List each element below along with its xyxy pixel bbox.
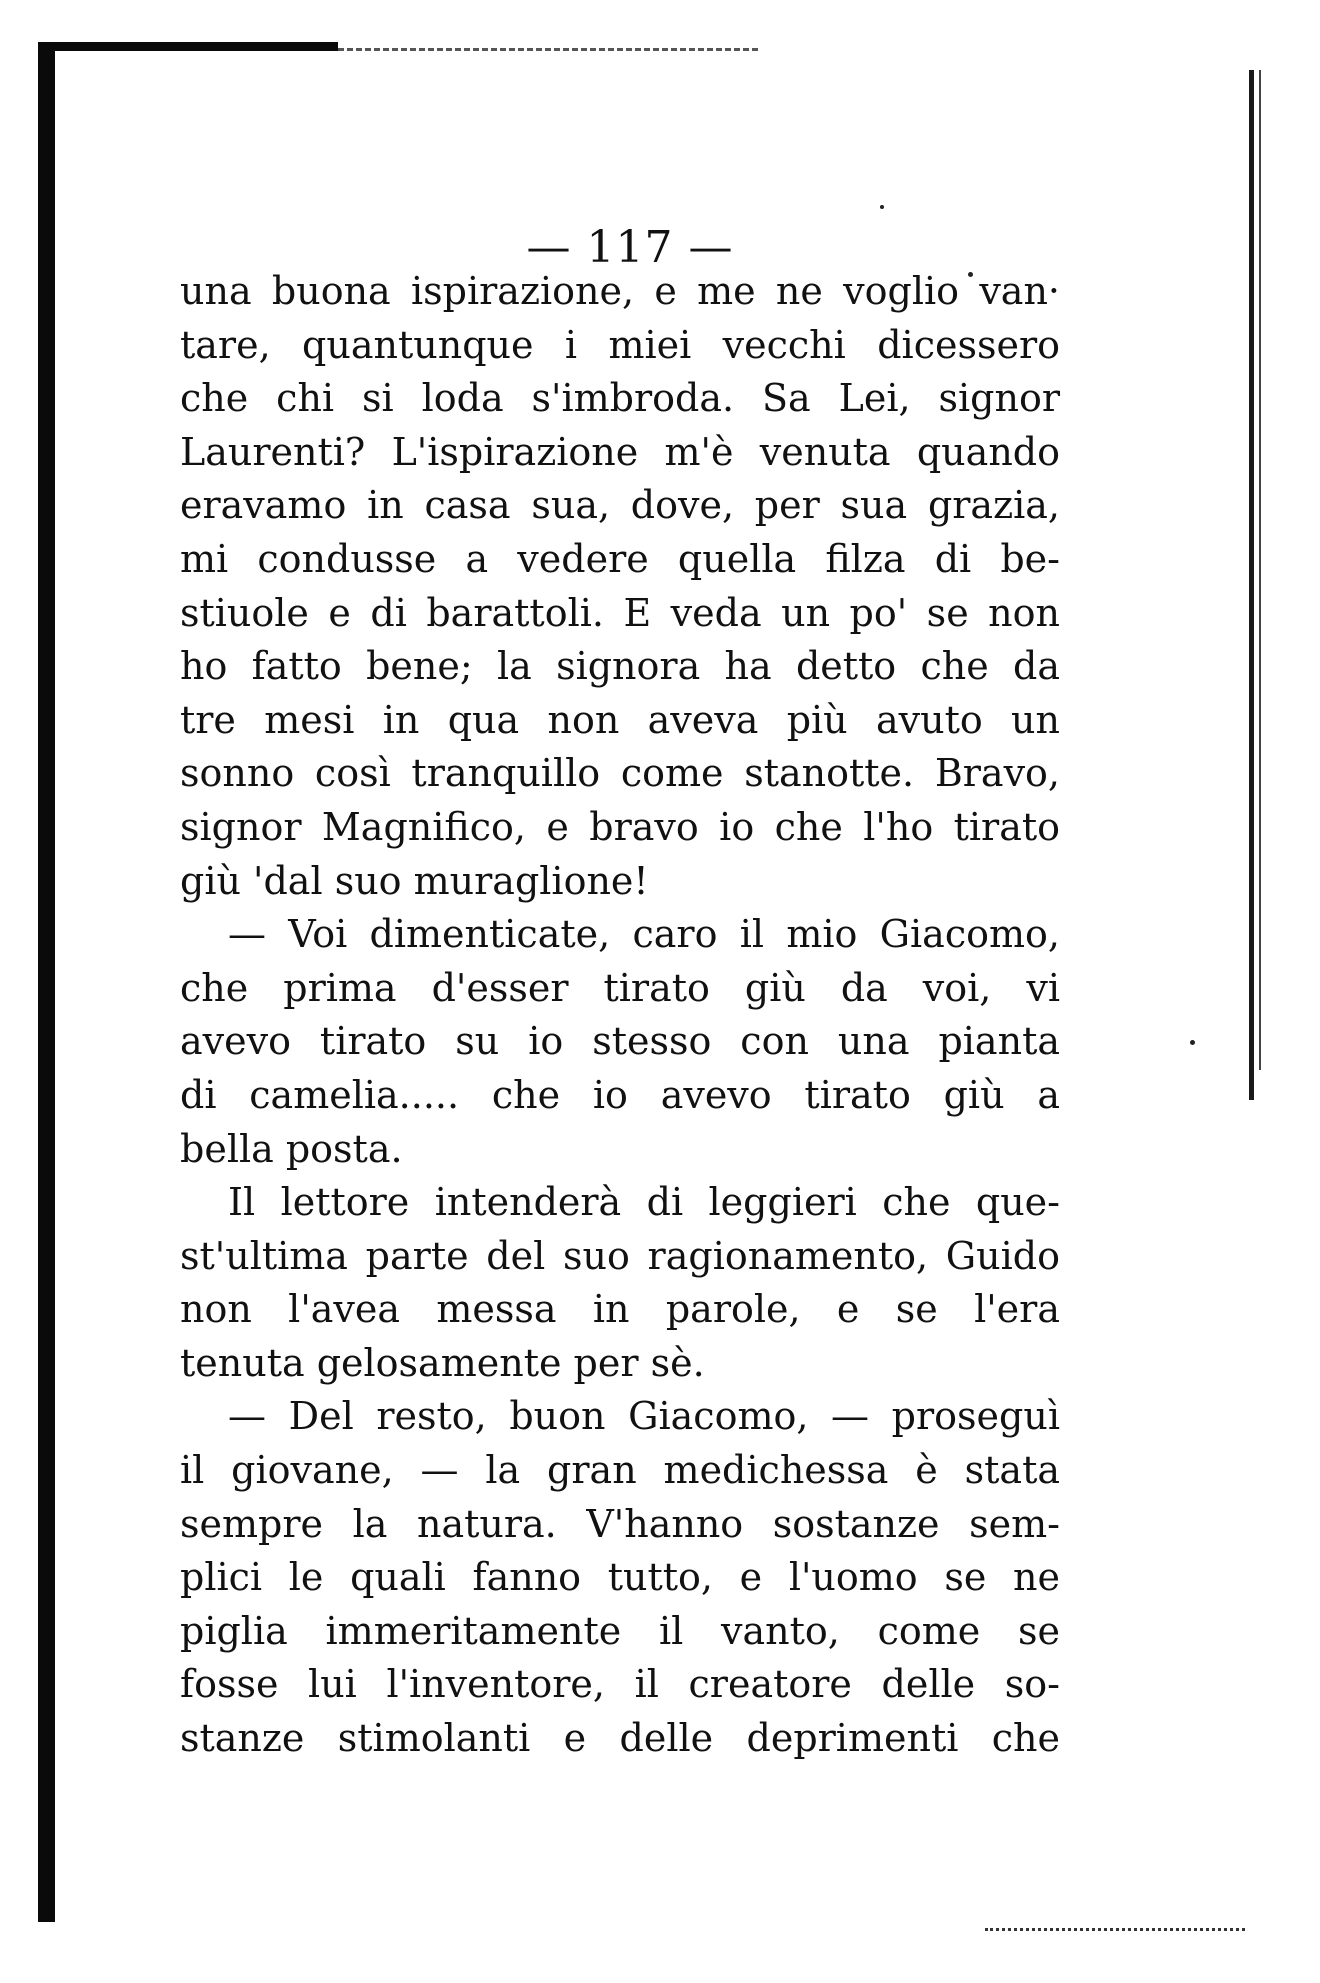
text-line: giù 'dal suo muraglione! [180, 858, 649, 903]
text-line: signor Magnifico, e bravo io che l'ho tirato [180, 804, 1060, 849]
text-line: che chi si loda s'imbroda. Sa Lei, signor [180, 376, 1060, 421]
text-line: tre mesi in qua non aveva più avuto un [180, 697, 1060, 742]
scan-border-right-thin [1259, 70, 1261, 1070]
text-line: — Del resto, buon Giacomo, — proseguì [228, 1394, 1060, 1439]
text-line: stiuole e di barattoli. E veda un po' se non [180, 590, 1060, 635]
page-number: — 117 — [526, 222, 734, 273]
text-line: eravamo in casa sua, dove, per sua grazia, [180, 483, 1060, 528]
text-line: plici le quali fanno tutto, e l'uomo se ne [180, 1555, 1060, 1600]
text-line: stanze stimolanti e delle deprimenti che [180, 1716, 1060, 1761]
text-line: il giovane, — la gran medichessa è stata [180, 1448, 1060, 1493]
text-line: bella posta. [180, 1126, 403, 1171]
scan-speck [880, 205, 884, 209]
text-line: Laurenti? L'ispirazione m'è venuta quando [180, 429, 1060, 474]
text-line: avevo tirato su io stesso con una pianta [180, 1019, 1060, 1064]
scan-border-left [38, 42, 55, 1922]
text-line: mi condusse a vedere quella filza di be- [180, 536, 1060, 581]
scan-border-top [38, 42, 338, 51]
text-line: tenuta gelosamente per sè. [180, 1340, 705, 1385]
text-line: st'ultima parte del suo ragionamento, Guido [180, 1233, 1060, 1278]
scan-border-bottom [985, 1928, 1245, 1931]
text-line: fosse lui l'inventore, il creatore delle so- [180, 1662, 1060, 1707]
text-line: Il lettore intenderà di leggieri che que- [228, 1180, 1060, 1225]
text-line: ho fatto bene; la signora ha detto che da [180, 644, 1060, 689]
scan-border-top-faint [338, 48, 758, 51]
text-line: sempre la natura. V'hanno sostanze sem- [180, 1501, 1060, 1546]
text-line: una buona ispirazione, e me ne voglio van· [180, 269, 1060, 313]
text-line: piglia immeritamente il vanto, come se [180, 1608, 1060, 1653]
text-line: non l'avea messa in parole, e se l'era [180, 1287, 1060, 1332]
text-line: che prima d'esser tirato giù da voi, vi [180, 965, 1060, 1010]
text-line: tare, quantunque i miei vecchi dicessero [180, 322, 1060, 367]
text-line: sonno così tranquillo come stanotte. Bravo, [180, 751, 1060, 796]
text-line: — Voi dimenticate, caro il mio Giacomo, [228, 912, 1060, 957]
text-line: di camelia..... che io avevo tirato giù a [180, 1072, 1060, 1117]
scan-speck [1190, 1040, 1195, 1045]
text-block [180, 265, 1060, 1766]
